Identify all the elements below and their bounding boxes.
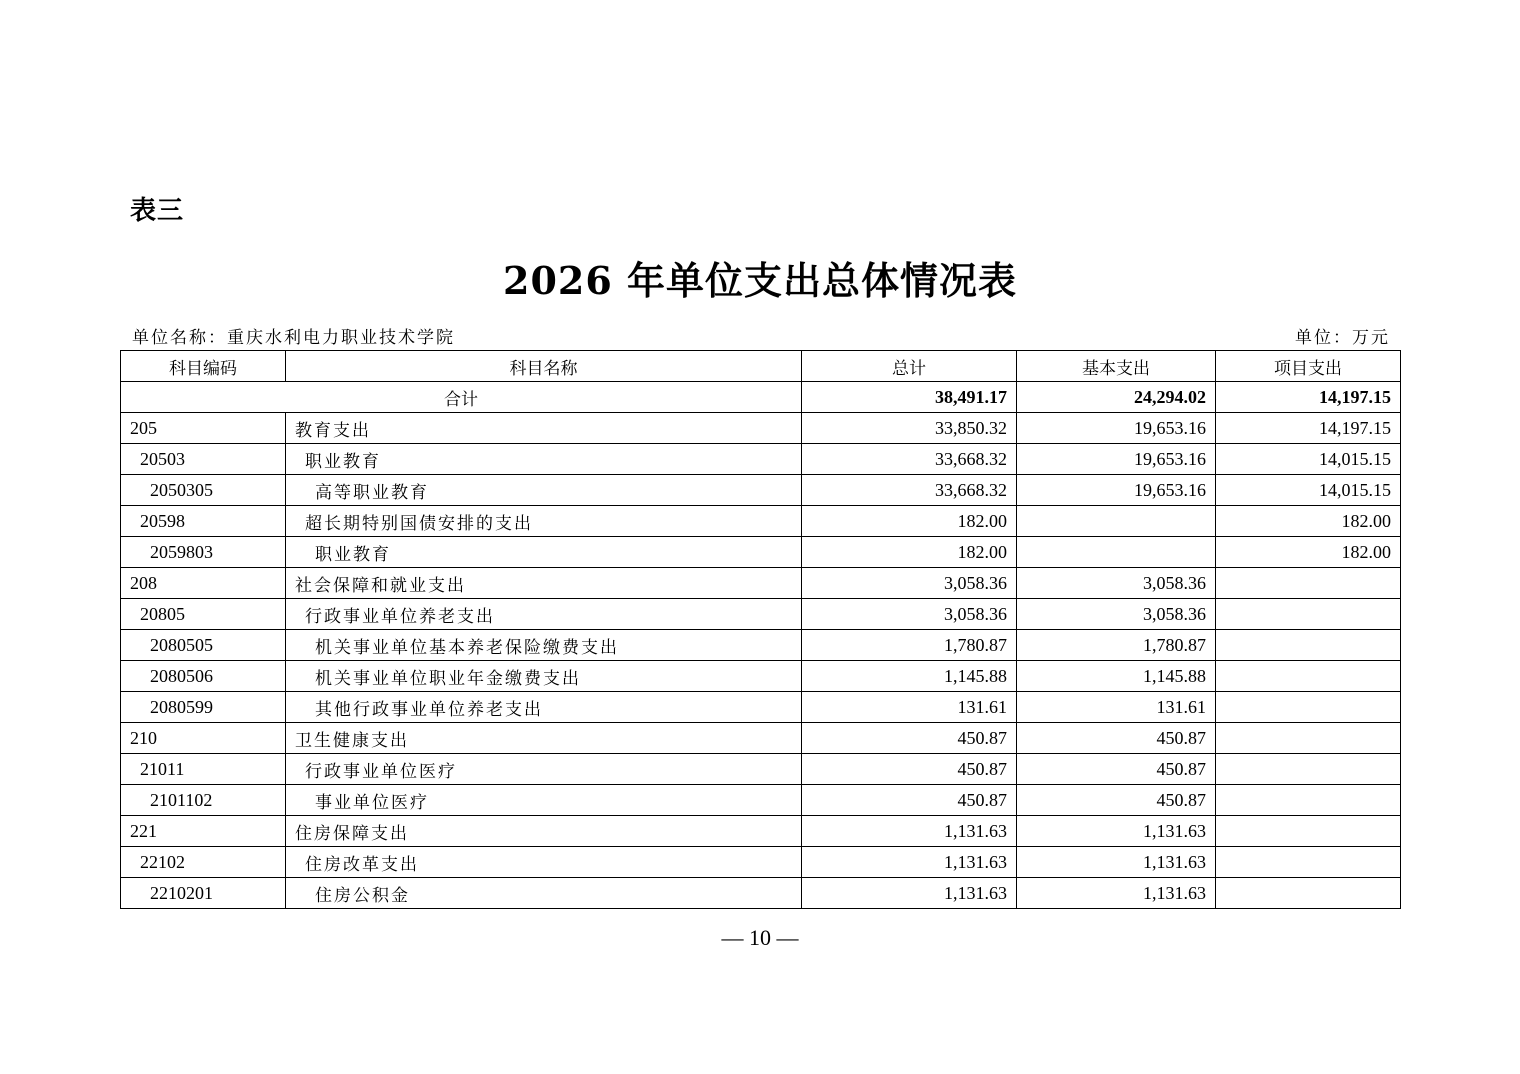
total-row bbox=[121, 382, 1401, 413]
row-code: 208 bbox=[121, 568, 286, 599]
row-project bbox=[1216, 723, 1401, 754]
row-basic: 1,131.63 bbox=[1017, 816, 1216, 847]
row-basic bbox=[1017, 506, 1216, 537]
row-project: 182.00 bbox=[1216, 506, 1401, 537]
currency-unit: 单位：万元 bbox=[1295, 328, 1390, 348]
row-total: 3,058.36 bbox=[802, 599, 1017, 630]
unit-name: 单位名称：重庆水利电力职业技术学院 bbox=[132, 328, 455, 348]
row-total: 3,058.36 bbox=[802, 568, 1017, 599]
row-basic: 1,145.88 bbox=[1017, 661, 1216, 692]
row-name: 其他行政事业单位养老支出 bbox=[286, 692, 802, 723]
row-basic: 450.87 bbox=[1017, 723, 1216, 754]
row-code: 2059803 bbox=[121, 537, 286, 568]
column-header-name: 科目名称 bbox=[286, 351, 802, 382]
table-row bbox=[121, 444, 1401, 475]
row-code: 2210201 bbox=[121, 878, 286, 909]
row-total: 33,668.32 bbox=[802, 444, 1017, 475]
column-header-code: 科目编码 bbox=[121, 351, 286, 382]
table-row bbox=[121, 847, 1401, 878]
row-basic bbox=[1017, 537, 1216, 568]
row-basic: 3,058.36 bbox=[1017, 599, 1216, 630]
row-name: 住房公积金 bbox=[286, 878, 802, 909]
row-basic: 450.87 bbox=[1017, 785, 1216, 816]
row-code: 21011 bbox=[121, 754, 286, 785]
row-project bbox=[1216, 661, 1401, 692]
row-code: 2080506 bbox=[121, 661, 286, 692]
row-project bbox=[1216, 599, 1401, 630]
total-project: 14,197.15 bbox=[1216, 382, 1401, 413]
row-total: 1,145.88 bbox=[802, 661, 1017, 692]
row-name: 职业教育 bbox=[286, 444, 802, 475]
row-name: 机关事业单位职业年金缴费支出 bbox=[286, 661, 802, 692]
row-total: 450.87 bbox=[802, 785, 1017, 816]
row-basic: 1,780.87 bbox=[1017, 630, 1216, 661]
row-name: 教育支出 bbox=[286, 413, 802, 444]
table-row bbox=[121, 816, 1401, 847]
row-basic: 131.61 bbox=[1017, 692, 1216, 723]
row-total: 450.87 bbox=[802, 723, 1017, 754]
row-name: 行政事业单位养老支出 bbox=[286, 599, 802, 630]
row-code: 205 bbox=[121, 413, 286, 444]
row-name: 行政事业单位医疗 bbox=[286, 754, 802, 785]
row-total: 1,131.63 bbox=[802, 816, 1017, 847]
row-basic: 19,653.16 bbox=[1017, 475, 1216, 506]
table-row bbox=[121, 537, 1401, 568]
row-name: 高等职业教育 bbox=[286, 475, 802, 506]
row-total: 182.00 bbox=[802, 506, 1017, 537]
table-row bbox=[121, 692, 1401, 723]
row-project bbox=[1216, 630, 1401, 661]
row-name: 卫生健康支出 bbox=[286, 723, 802, 754]
row-name: 住房改革支出 bbox=[286, 847, 802, 878]
column-header-total: 总计 bbox=[802, 351, 1017, 382]
row-total: 450.87 bbox=[802, 754, 1017, 785]
row-total: 1,780.87 bbox=[802, 630, 1017, 661]
page-number: — 10 — bbox=[721, 925, 799, 950]
row-total: 1,131.63 bbox=[802, 847, 1017, 878]
row-name: 住房保障支出 bbox=[286, 816, 802, 847]
row-project bbox=[1216, 568, 1401, 599]
row-code: 2080599 bbox=[121, 692, 286, 723]
row-basic: 19,653.16 bbox=[1017, 413, 1216, 444]
row-basic: 450.87 bbox=[1017, 754, 1216, 785]
row-code: 20598 bbox=[121, 506, 286, 537]
row-project: 182.00 bbox=[1216, 537, 1401, 568]
row-project bbox=[1216, 754, 1401, 785]
row-name: 事业单位医疗 bbox=[286, 785, 802, 816]
row-code: 2050305 bbox=[121, 475, 286, 506]
row-project bbox=[1216, 847, 1401, 878]
row-basic: 1,131.63 bbox=[1017, 878, 1216, 909]
row-total: 131.61 bbox=[802, 692, 1017, 723]
expenditure-table bbox=[120, 350, 1401, 909]
row-code: 2101102 bbox=[121, 785, 286, 816]
row-name: 机关事业单位基本养老保险缴费支出 bbox=[286, 630, 802, 661]
row-project: 14,015.15 bbox=[1216, 444, 1401, 475]
row-code: 210 bbox=[121, 723, 286, 754]
row-total: 182.00 bbox=[802, 537, 1017, 568]
total-label: 合计 bbox=[121, 382, 802, 413]
row-name: 社会保障和就业支出 bbox=[286, 568, 802, 599]
table-label: 表三 bbox=[130, 196, 185, 226]
column-header-basic: 基本支出 bbox=[1017, 351, 1216, 382]
table-row bbox=[121, 506, 1401, 537]
row-name: 职业教育 bbox=[286, 537, 802, 568]
table-row bbox=[121, 785, 1401, 816]
table-row bbox=[121, 568, 1401, 599]
total-total: 38,491.17 bbox=[802, 382, 1017, 413]
row-basic: 1,131.63 bbox=[1017, 847, 1216, 878]
row-code: 221 bbox=[121, 816, 286, 847]
row-code: 20503 bbox=[121, 444, 286, 475]
table-header-row bbox=[121, 351, 1401, 382]
row-basic: 19,653.16 bbox=[1017, 444, 1216, 475]
row-code: 22102 bbox=[121, 847, 286, 878]
row-project bbox=[1216, 692, 1401, 723]
table-row bbox=[121, 599, 1401, 630]
row-total: 33,668.32 bbox=[802, 475, 1017, 506]
row-code: 2080505 bbox=[121, 630, 286, 661]
row-project: 14,015.15 bbox=[1216, 475, 1401, 506]
row-code: 20805 bbox=[121, 599, 286, 630]
column-header-project: 项目支出 bbox=[1216, 351, 1401, 382]
row-total: 33,850.32 bbox=[802, 413, 1017, 444]
page-title: 2026 年单位支出总体情况表 bbox=[503, 258, 1017, 303]
table-row bbox=[121, 413, 1401, 444]
table-row bbox=[121, 661, 1401, 692]
total-basic: 24,294.02 bbox=[1017, 382, 1216, 413]
table-body bbox=[121, 382, 1401, 909]
row-name: 超长期特别国债安排的支出 bbox=[286, 506, 802, 537]
table-row bbox=[121, 723, 1401, 754]
row-project bbox=[1216, 785, 1401, 816]
row-total: 1,131.63 bbox=[802, 878, 1017, 909]
table-row bbox=[121, 630, 1401, 661]
table-row bbox=[121, 878, 1401, 909]
row-project bbox=[1216, 816, 1401, 847]
table-row bbox=[121, 754, 1401, 785]
table-row bbox=[121, 475, 1401, 506]
row-basic: 3,058.36 bbox=[1017, 568, 1216, 599]
row-project: 14,197.15 bbox=[1216, 413, 1401, 444]
row-project bbox=[1216, 878, 1401, 909]
